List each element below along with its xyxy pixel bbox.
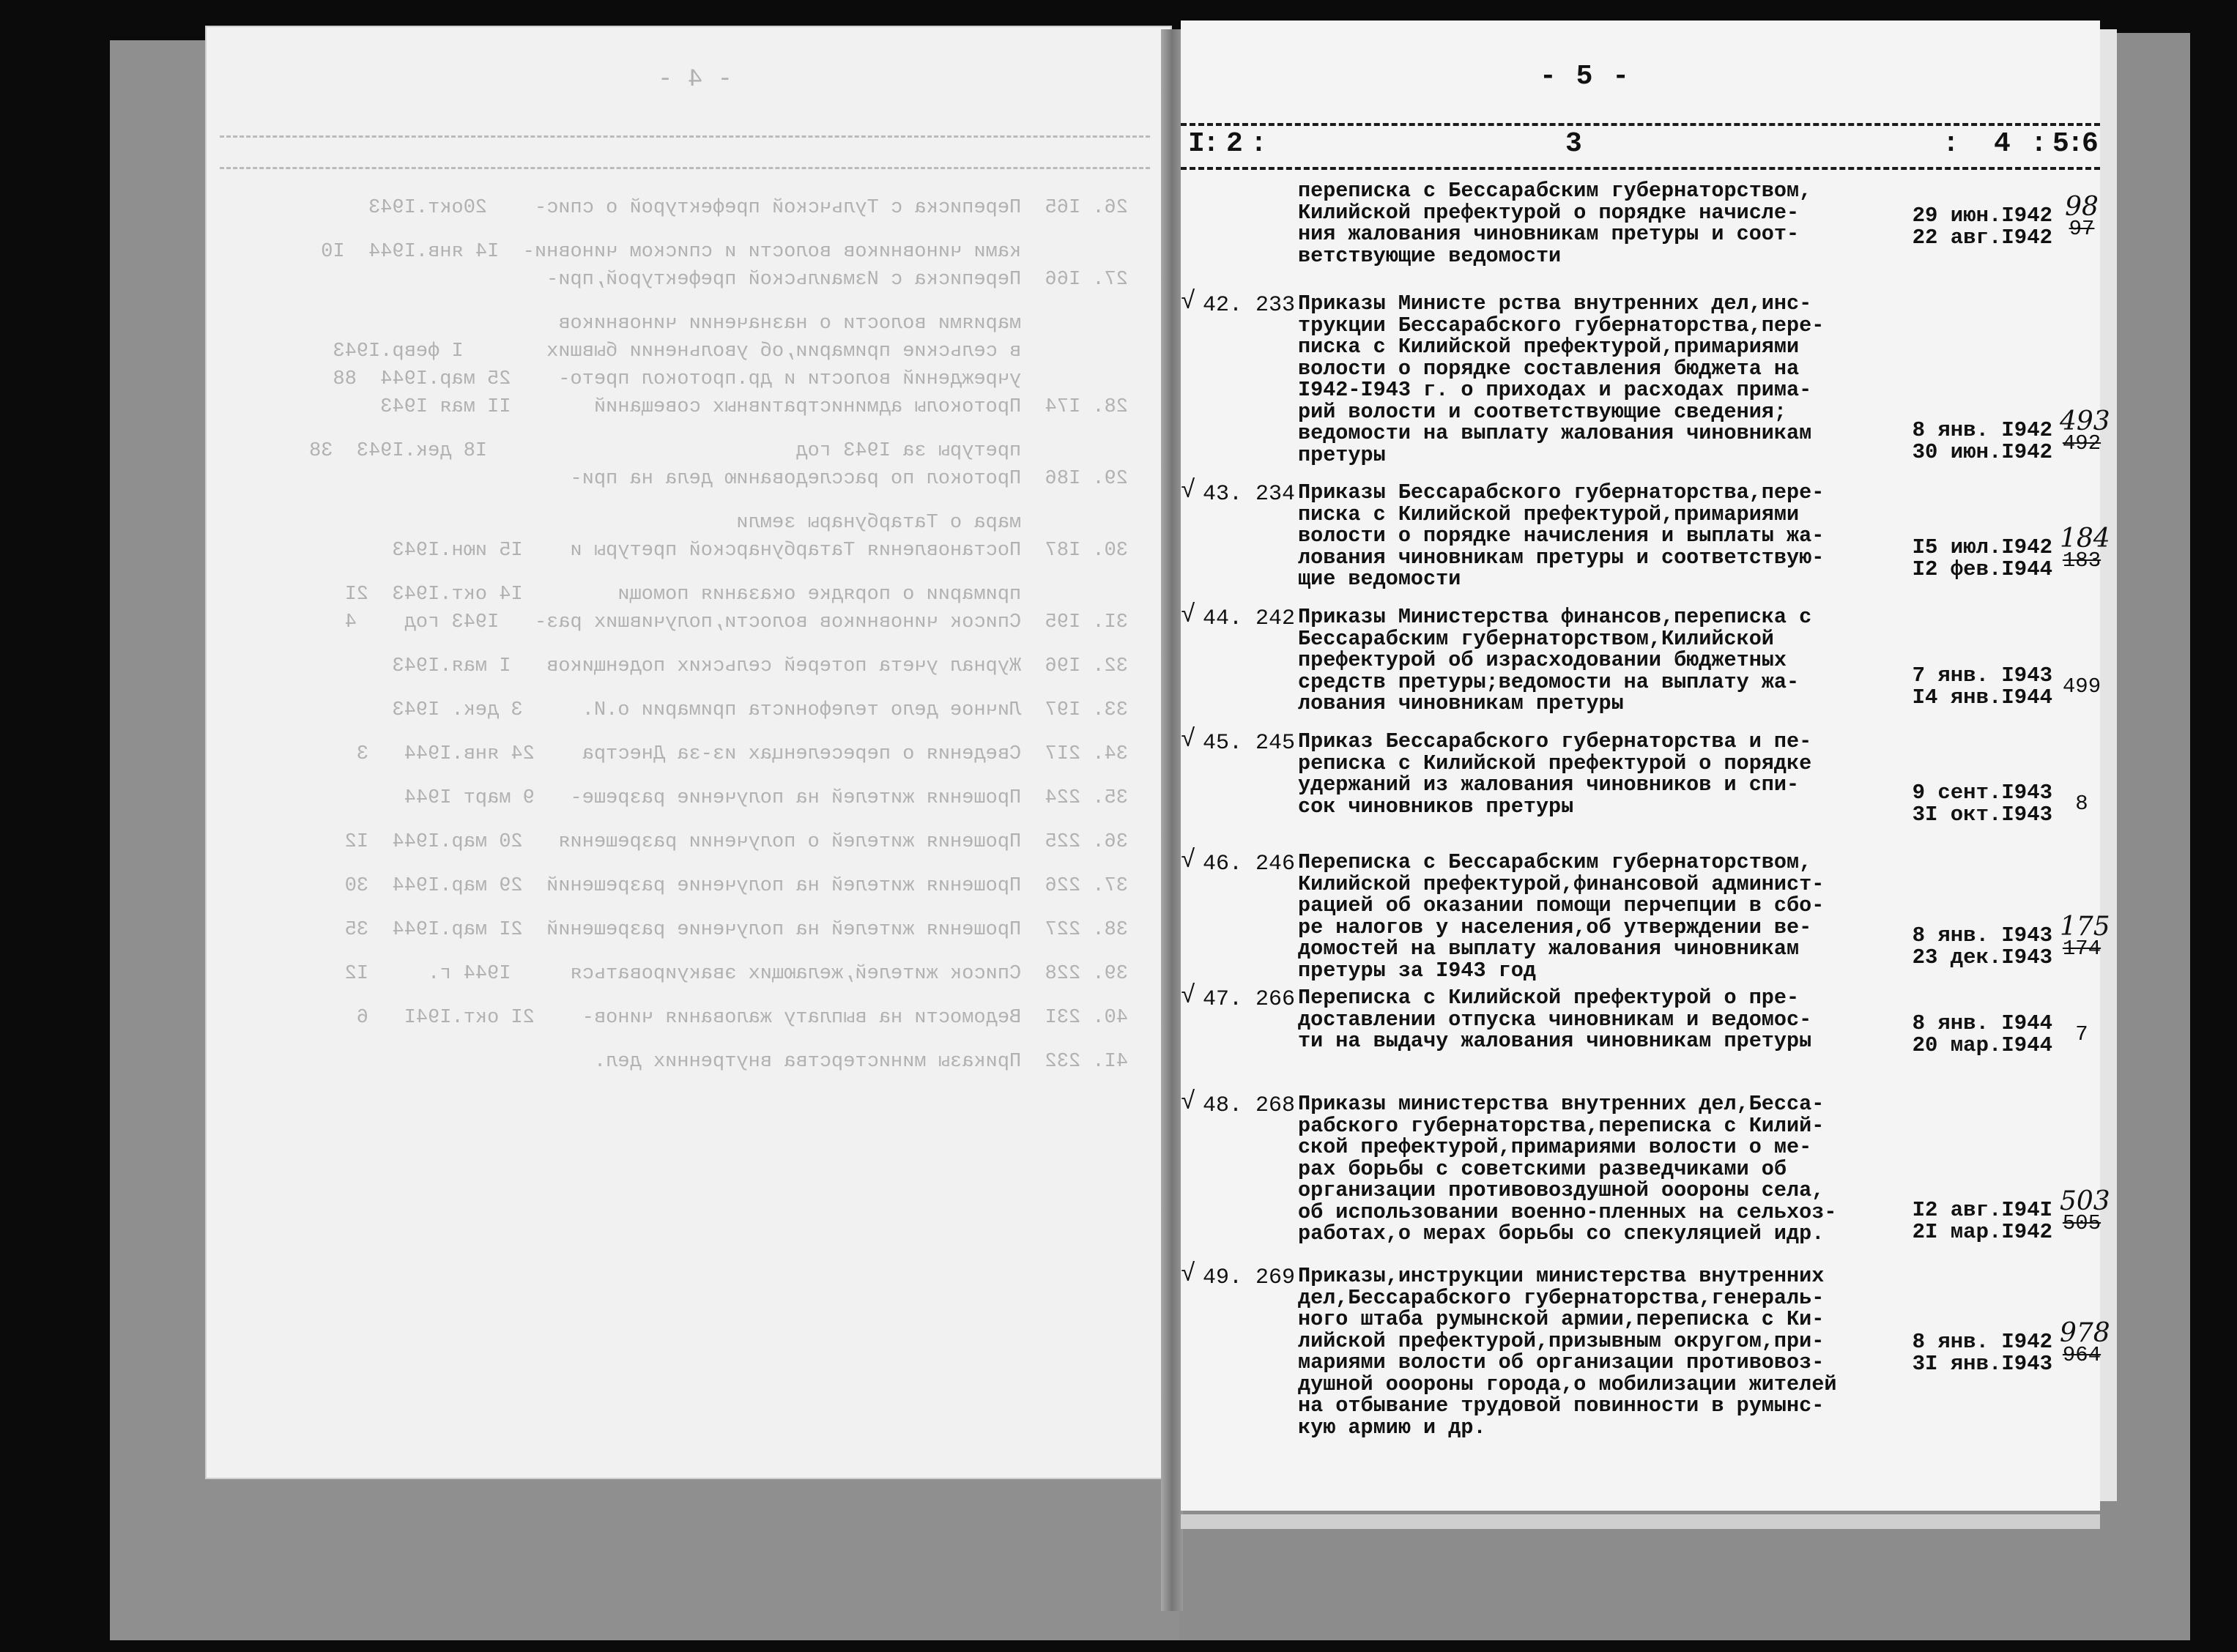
entry-dates: [1862, 925, 2052, 969]
description-line: ния жалования чиновникам претуры и соот-: [1298, 222, 1800, 246]
ghost-text-line: 32. I96 Журнал учета потерей сельских поденщиков I мая.I943: [392, 655, 1128, 677]
entry-number: 47. 266: [1203, 987, 1296, 1012]
entry-page-count: [2060, 1318, 2110, 1367]
entry-number: 49. 269: [1203, 1265, 1296, 1290]
ghost-text-line: 30. I87 Постановления Татарбунарской претуры и I5 июн.I943: [392, 540, 1128, 562]
page-count-value: 493: [2060, 406, 2110, 436]
description-line: Приказы министерства внутренних дел,Бесса-: [1298, 1092, 1825, 1116]
ghost-text-line: 28. I74 Протоколы административных совещаний II мая I943: [380, 396, 1128, 418]
entry-number: 46. 246: [1203, 852, 1296, 877]
description-line: работах,о мерах борьбы со спекуляцией идр.: [1298, 1221, 1825, 1246]
column-header-6: 6: [2082, 128, 2099, 160]
ghost-text-line: 37. 226 Прошения жителей на получение разрешений 29 мар.I944 30: [344, 875, 1128, 897]
description-line: рах борьбы с советскими разведчиками об: [1298, 1156, 1787, 1181]
ghost-text-line: ками чиновников волости и списком чиновни- I4 янв.I944 I0: [321, 241, 1128, 263]
description-line: I942-I943 г. о приходах и расходах прима-: [1298, 378, 1812, 402]
entry-description: [1298, 852, 1869, 981]
entry-number: 42. 233: [1203, 293, 1296, 318]
description-line: ре налогов у населения,об утверждении ве-: [1298, 915, 1812, 940]
entry-dates: [1862, 665, 2052, 709]
description-line: Переписка с Килийской префектурой о пре-: [1298, 986, 1800, 1010]
description-line: душной ооороны города,о мобилизации жителей: [1298, 1372, 1837, 1396]
description-line: ти на выдачу жалования чиновникам претуры: [1298, 1029, 1812, 1053]
entry-dates: [1862, 1013, 2052, 1057]
description-line: Приказы Министерства финансов,переписка с: [1298, 605, 1812, 629]
date-value: 29 июн.I942: [1912, 204, 2052, 228]
page-count-value: 503: [2060, 1186, 2110, 1216]
inventory-page: - 5 - I : 2 : 3 : 4 : 5 : 6 переписка с Бессарабским губернаторством, Килийской префектурой о порядке начисле- ния жалования чиновникам претуры и соот- ветствующие ведомости √ 42. 233 Приказы Министе рства внутренних дел,инс- трукции Бессарабского губернаторства,пере- писка с Килийской префектурой,примариями волости о порядке составления бюджета на I942-I943 г. о приходах и расходах прима- рий волости и соответствующие сведения; ведомости на выплату жалования чиновникам претуры √ 43. 234 Приказы Бессарабского губернаторства,пере- писка с Килийской префектурой,примариями волости о порядке начисления и выплаты жа- лования чиновникам претуры и соответствую- щие ведомости √ 44. 242 Приказы Министерства финансов,переписка с Бессарабским губернаторством,Килийской префектурой об израсходовании бюджетных средств претуры;ведомости на выплату жа- лования чиновникам претуры √ 45. 245 Приказ Бессарабского губернаторства и пе- реписка с Килийской префектурой о порядке удержаний из жалования чиновников и спи- сок чиновников претуры √ 46. 246 Переписка с Бессарабским губернаторством, Килийской префектурой,финансовой админист- рацией об оказании помощи перчепции в сбо- ре налогов у населения,об утверждении ве- домостей на выплату жалования чиновникам претуры за I943 год √ 47. 266 Переписка с Килийской префектурой о пре- доставлении отпуска чиновникам и ведомос- ти на выдачу жалования чиновникам претуры √ 48. 268 Приказы министерства внутренних дел,Бесса- рабского губернаторства,переписка с Килий- ской префектурой,примариями волости о ме- рах борьбы с советскими разведчиками об организации противовоздушной ооороны села, об использовании военно-пленных на сельхоз- работах,о мерах борьбы со спекуляцией идр. √ 49. 269 Приказы,инструкции министерства внутренних дел,Бессарабского губернаторства,генераль- ного штаба румынской армии,переписка с Ки- лийской префектурой,призывным округом,при- мариями волости об организации противовоз- душной ооороны города,о мобилизации жителей на отбывание трудовой повинности в румынс- кую армию и др. 29 июн.I942 22 авг.I942 98 97 8 янв. I942 30 июн.I942 493 492 I5 июл.I942 I2 фев.I944 184 183 7 янв. I943 I4 янв.I944 499 9 сент.I943 3I окт.I943 8 8 янв. I943 23 дек.I943 175 174 8 янв. I944 20 мар.I944 7 I2 авг.I94I 2I мар.I942 503 505 8 янв. I942 3I янв.I943 978 964: [1181, 21, 2100, 1511]
entry-page-count: [2060, 676, 2104, 698]
ghost-text-line: 33. I97 Личное дело телефониста примарии о.И. 3 дек. I943: [392, 699, 1128, 721]
entry-number: 45. 245: [1203, 731, 1296, 756]
entry-number: 43. 234: [1203, 482, 1296, 507]
mirrored-text: [205, 26, 1172, 1479]
description-line: лования чиновникам претуры и соответствую-: [1298, 545, 1825, 570]
date-value: 22 авг.I942: [1912, 226, 2052, 250]
description-line: претуры за I943 год: [1298, 958, 1536, 983]
old-page-count: 492: [2062, 431, 2101, 455]
entry-description: [1298, 1265, 1869, 1438]
ghost-text-line: 35. 224 Прошения жителей на получение разреше- 9 март I944: [404, 787, 1128, 809]
ghost-text-line: учреждений волости и др.протокол прето- 25 мар.I944 88: [333, 368, 1128, 390]
ghost-text-line: 27. I66 Переписка с Измаильской префектурой,при-: [546, 269, 1128, 291]
ghost-text-line: 26. I65 Переписка с Тульчской префектурой о спис- 20окт.I943: [368, 197, 1128, 219]
ghost-page-number: - 4 -: [657, 66, 732, 94]
check-mark-icon: √: [1181, 847, 1196, 875]
page-count-value: 7: [2075, 1022, 2088, 1046]
description-line: писка с Килийской префектурой,примариями: [1298, 335, 1800, 359]
description-line: ного штаба румынской армии,переписка с Ки-: [1298, 1307, 1825, 1331]
column-header-2: 2: [1226, 128, 1243, 160]
description-line: ветствующие ведомости: [1298, 243, 1562, 268]
description-line: рацией об оказании помощи перчепции в сбо-: [1298, 893, 1825, 918]
entry-page-count: [2060, 912, 2110, 961]
description-line: Переписка с Бессарабским губернаторством,: [1298, 850, 1812, 874]
description-line: рий волости и соответствующие сведения;: [1298, 399, 1787, 424]
entry-dates: [1862, 782, 2052, 826]
date-value: I2 авг.I94I: [1912, 1198, 2052, 1222]
entry-description: [1298, 180, 1869, 267]
left-page-bleed-through: [205, 26, 1172, 1479]
entry-number: 44. 242: [1203, 606, 1296, 631]
description-line: удержаний из жалования чиновников и спи-: [1298, 773, 1800, 797]
description-line: переписка с Бессарабским губернаторством,: [1298, 179, 1812, 203]
entry-description: [1298, 293, 1869, 466]
description-line: Приказы Бессарабского губернаторства,пере-: [1298, 480, 1825, 505]
date-value: 8 янв. I942: [1912, 1330, 2052, 1354]
date-value: 7 янв. I943: [1912, 663, 2052, 688]
description-line: дел,Бессарабского губернаторства,генераль-: [1298, 1285, 1825, 1310]
check-mark-icon: √: [1181, 983, 1196, 1011]
ghost-text-line: 38. 227 Прошения жителей на получение разрешений 2I мар.I944 35: [344, 919, 1128, 941]
description-line: об использовании военно-пленных на сельхоз-: [1298, 1199, 1837, 1224]
old-page-count: 183: [2062, 548, 2101, 573]
date-value: I2 фев.I944: [1912, 557, 2052, 581]
entry-dates: [1862, 420, 2052, 464]
description-line: кую армию и др.: [1298, 1415, 1486, 1440]
description-line: организации противовоздушной ооороны села,: [1298, 1178, 1825, 1202]
ghost-text-line: в сельские примарии,об увольнении бывших I февр.I943: [333, 341, 1128, 362]
description-line: трукции Бессарабского губернаторства,пере-: [1298, 313, 1825, 338]
page-number: - 5 -: [1540, 61, 1631, 92]
column-header-5: 5: [2052, 128, 2069, 160]
ghost-text-line: претуры за I943 год I8 дек.I943 38: [309, 440, 1128, 462]
description-line: писка с Килийской префектурой,примариями: [1298, 502, 1800, 527]
entry-dates: [1862, 205, 2052, 249]
description-line: префектурой об израсходовании бюджетных: [1298, 648, 1787, 672]
page-count-value: 978: [2060, 1318, 2110, 1348]
date-value: 8 янв. I944: [1912, 1011, 2052, 1035]
page-count-value: 98: [2065, 192, 2099, 222]
page-count-value: 175: [2060, 912, 2110, 942]
description-line: щие ведомости: [1298, 567, 1461, 591]
description-line: Приказы,инструкции министерства внутренних: [1298, 1264, 1825, 1288]
description-line: сок чиновников претуры: [1298, 794, 1574, 819]
ghost-text-line: 3I. I95 Список чиновников волости,получивших раз- I943 год 4: [344, 611, 1128, 633]
page-count-value: 184: [2060, 524, 2110, 554]
entry-page-count: [2060, 793, 2104, 815]
page-count-value: 8: [2075, 792, 2088, 816]
description-line: волости о порядке составления бюджета на: [1298, 356, 1800, 381]
description-line: Приказы Министе рства внутренних дел,инс-: [1298, 291, 1812, 316]
entry-description: [1298, 987, 1869, 1052]
ghost-text-line: 4I. 232 Приказы министерства внутренних дел.: [593, 1051, 1128, 1073]
check-mark-icon: √: [1181, 1089, 1196, 1117]
date-value: 9 сент.I943: [1912, 781, 2052, 805]
description-line: претуры: [1298, 442, 1386, 467]
description-line: доставлении отпуска чиновникам и ведомос-: [1298, 1007, 1812, 1032]
description-line: Килийской префектурой,финансовой админист-: [1298, 871, 1825, 896]
description-line: мариями волости об организации противовоз-: [1298, 1350, 1825, 1374]
entry-dates: [1862, 537, 2052, 581]
ghost-text-line: 34. 2I7 Сведения о переселенцах из-за Днестра 24 янв.I944 3: [356, 743, 1128, 765]
book-spine: [1161, 29, 1183, 1611]
page-count-value: 499: [2062, 674, 2101, 699]
date-value: 20 мар.I944: [1912, 1033, 2052, 1057]
description-line: лования чиновникам претуры: [1298, 691, 1624, 715]
entry-page-count: [2060, 406, 2110, 455]
ghost-text-line: мариями волости о назначении чиновников: [558, 313, 1128, 335]
date-value: 2I мар.I942: [1912, 1220, 2052, 1244]
entry-description: [1298, 482, 1869, 590]
entry-description: [1298, 1093, 1869, 1245]
check-mark-icon: √: [1181, 477, 1196, 505]
ghost-text-line: 29. I86 Протокол по расследованию дела на при-: [570, 468, 1128, 490]
description-line: реписка с Килийской префектурой о порядке: [1298, 751, 1812, 775]
description-line: Килийской префектурой о порядке начисле-: [1298, 200, 1800, 225]
description-line: на отбывание трудовой повинности в румынс-: [1298, 1394, 1825, 1418]
entry-dates: [1862, 1199, 2052, 1243]
description-line: домостей на выплату жалования чиновникам: [1298, 937, 1800, 961]
entry-page-count: [2060, 1024, 2104, 1046]
ghost-text-line: 39. 228 Список жителей,желающих эвакуироваться I944 г. I2: [344, 963, 1128, 985]
entry-number: 48. 268: [1203, 1093, 1296, 1118]
description-line: рабского губернаторства,переписка с Килий-: [1298, 1113, 1825, 1138]
description-line: ведомости на выплату жалования чиновникам: [1298, 421, 1812, 445]
description-line: ской префектурой,примариями волости о ме-: [1298, 1135, 1812, 1159]
entry-page-count: [2060, 1186, 2110, 1235]
description-line: волости о порядке начисления и выплаты жа-: [1298, 524, 1825, 548]
date-value: 8 янв. I942: [1912, 418, 2052, 442]
description-line: Бессарабским губернаторством,Килийской: [1298, 626, 1774, 651]
old-page-count: 964: [2062, 1343, 2101, 1367]
check-mark-icon: √: [1181, 289, 1196, 316]
entry-page-count: [2060, 524, 2110, 573]
date-value: 23 дек.I943: [1912, 945, 2052, 970]
ghost-text-line: 40. 23I Ведомости на выплату жалования чинов- 2I окт.I94I 6: [356, 1007, 1128, 1029]
entry-description: [1298, 731, 1869, 817]
description-line: средств претуры;ведомости на выплату жа-: [1298, 669, 1800, 694]
ghost-text-line: мара о Татарбунары земли: [736, 512, 1128, 534]
ghost-header-row: [220, 135, 1150, 169]
entry-description: [1298, 606, 1869, 715]
date-value: 3I янв.I943: [1912, 1352, 2052, 1376]
old-page-count: 505: [2062, 1211, 2101, 1235]
ghost-text-line: примарии о порядке оказания помощи I4 окт.I943 2I: [344, 584, 1128, 606]
date-value: I4 янв.I944: [1912, 685, 2052, 710]
check-mark-icon: √: [1181, 726, 1196, 754]
date-value: 8 янв. I943: [1912, 923, 2052, 948]
header-top-rule: [1181, 123, 2100, 126]
date-value: I5 июл.I942: [1912, 535, 2052, 559]
description-line: лийской префектурой,призывным округом,при-: [1298, 1328, 1825, 1353]
entry-dates: [1862, 1331, 2052, 1375]
description-line: Приказ Бессарабского губернаторства и пе-: [1298, 729, 1812, 754]
old-page-count: 97: [2069, 217, 2095, 241]
check-mark-icon: √: [1181, 1261, 1196, 1289]
ghost-text-line: 36. 225 Прошения жителей о получении разрешения 20 мар.I944 I2: [344, 831, 1128, 853]
date-value: 30 июн.I942: [1912, 440, 2052, 464]
header-bottom-rule: [1181, 167, 2100, 170]
column-header-3: 3: [1565, 128, 1582, 160]
old-page-count: 174: [2062, 937, 2101, 961]
entry-page-count: [2060, 192, 2104, 241]
date-value: 3I окт.I943: [1912, 803, 2052, 827]
check-mark-icon: √: [1181, 602, 1196, 630]
page-bottom-edge: [1181, 1514, 2100, 1529]
column-header-4: 4: [1994, 128, 2011, 160]
column-header-1: I: [1188, 128, 1205, 160]
